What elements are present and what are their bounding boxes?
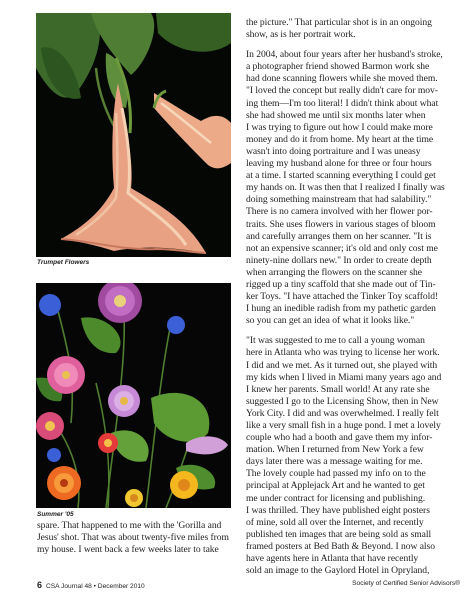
text-line: she had showed me until six months later when (246, 109, 426, 121)
text-line: framed posters at Bed Bath & Beyond. I now also (246, 540, 435, 552)
text-line: wasn't into doing portraiture and I was uneasy (246, 145, 421, 157)
journal-issue: CSA Journal 48 • December 2010 (46, 583, 145, 590)
paragraph-2 (246, 49, 464, 327)
text-line: published ten images that are being sold as small (246, 528, 432, 540)
text-line: my kids when I lived in Miami many years ago and (246, 371, 442, 383)
text-line: ing them—I'm too literal! I didn't think about what (246, 97, 439, 109)
text-line: In 2004, about four years after her husband's stroke, (246, 49, 443, 61)
text-line: doing something mainstream that had salability." (246, 194, 432, 206)
text-line: a photographer friend showed Barmon work she (246, 61, 430, 73)
text-line: mation. When I returned from New York a few (246, 444, 424, 456)
trumpet-flowers-photo (36, 13, 231, 257)
text-line: of mine, sold all over the Internet, and recently (246, 516, 424, 528)
text-line: the picture." That particular shot is in an ongoing (246, 17, 432, 28)
text-line: sold an image to the Gaylord Hotel in Opryland, (246, 565, 430, 577)
text-line: I did and we met. As it turned out, she played with (246, 359, 438, 371)
footer-left (37, 580, 145, 590)
text-line: I hung an inedible radish from my pathetic garden (246, 303, 436, 315)
text-line: Jesus' shot. That was about twenty-five miles from (37, 532, 229, 544)
paragraph-1 (246, 17, 464, 41)
text-line: not an expensive scanner; it's old and only cost me (246, 242, 438, 254)
text-line: suggested I go to the Licensing Show, then in New (246, 395, 439, 407)
text-line: had done scanning flowers while she moved them. (246, 73, 438, 85)
text-line: and carefully arranges them on her scanner. "It is (246, 230, 432, 242)
paragraph-left (37, 520, 233, 556)
text-line: traits. She uses flowers in various stages of bloom (246, 218, 436, 230)
text-line: There is no camera involved with her flower por- (246, 206, 433, 218)
text-line: York City. I did and was overwhelmed. I really felt (246, 407, 439, 419)
text-line: couple who had a booth and gave them my infor- (246, 432, 433, 444)
text-line: here in Atlanta who was trying to license her work. (246, 347, 440, 359)
text-line: at a time. I started scanning everything I could get (246, 170, 436, 182)
text-line: I was trying to figure out how I could make more (246, 121, 433, 133)
summer-flowers-caption: Summer '05 (37, 511, 74, 518)
summer-flowers-photo (36, 283, 231, 508)
text-line: spare. That happened to me with the 'Gorilla and (37, 520, 222, 531)
summer-flowers-image (36, 283, 231, 508)
footer-society: Society of Certified Senior Advisors® (352, 580, 460, 587)
text-line: my house. I went back a few weeks later to take (37, 544, 219, 556)
text-line: days later there was a message waiting for me. (246, 456, 423, 468)
text-line: I knew her parents. Small world! At any rate she (246, 383, 430, 395)
text-line: money and do it from home. My heart at the time (246, 133, 434, 145)
text-line: show, as is her portrait work. (246, 29, 356, 41)
text-line: ker Toys. "I have attached the Tinker Toy scaffold! (246, 291, 439, 303)
text-line: rigged up a tiny scaffold that she made out of Tin- (246, 278, 436, 290)
page-number: 6 (37, 580, 43, 590)
text-line: when arranging the flowers on the scanner she (246, 266, 422, 278)
text-line: me under contract for licensing and publishing. (246, 492, 426, 504)
text-line: have agents here in Atlanta that have recently (246, 553, 419, 565)
trumpet-flowers-caption: Trumpet Flowers (37, 259, 90, 266)
left-text-column (37, 520, 233, 556)
text-line: "It was suggested to me to call a young woman (246, 335, 425, 347)
right-text-column (246, 17, 464, 577)
text-line: leaving my husband alone for three or four hours (246, 158, 432, 170)
text-line: like a very small fish in a huge pond. I met a lovely (246, 420, 441, 431)
text-line: so you can get an idea of what it looks like." (246, 315, 415, 327)
trumpet-flowers-image (36, 13, 231, 257)
text-line: principal at Applejack Art and he wanted to get (246, 480, 425, 492)
paragraph-3 (246, 335, 464, 577)
text-line: "I loved the concept but really didn't care for mov- (246, 85, 438, 97)
text-line: The lovely couple had passed my info on to the (246, 468, 426, 480)
text-line: ninety-nine dollars new." In order to create depth (246, 254, 432, 266)
text-line: my hands on. It was then that I realized I finally was (246, 182, 445, 194)
text-line: I was thrilled. They have published eight posters (246, 504, 430, 516)
